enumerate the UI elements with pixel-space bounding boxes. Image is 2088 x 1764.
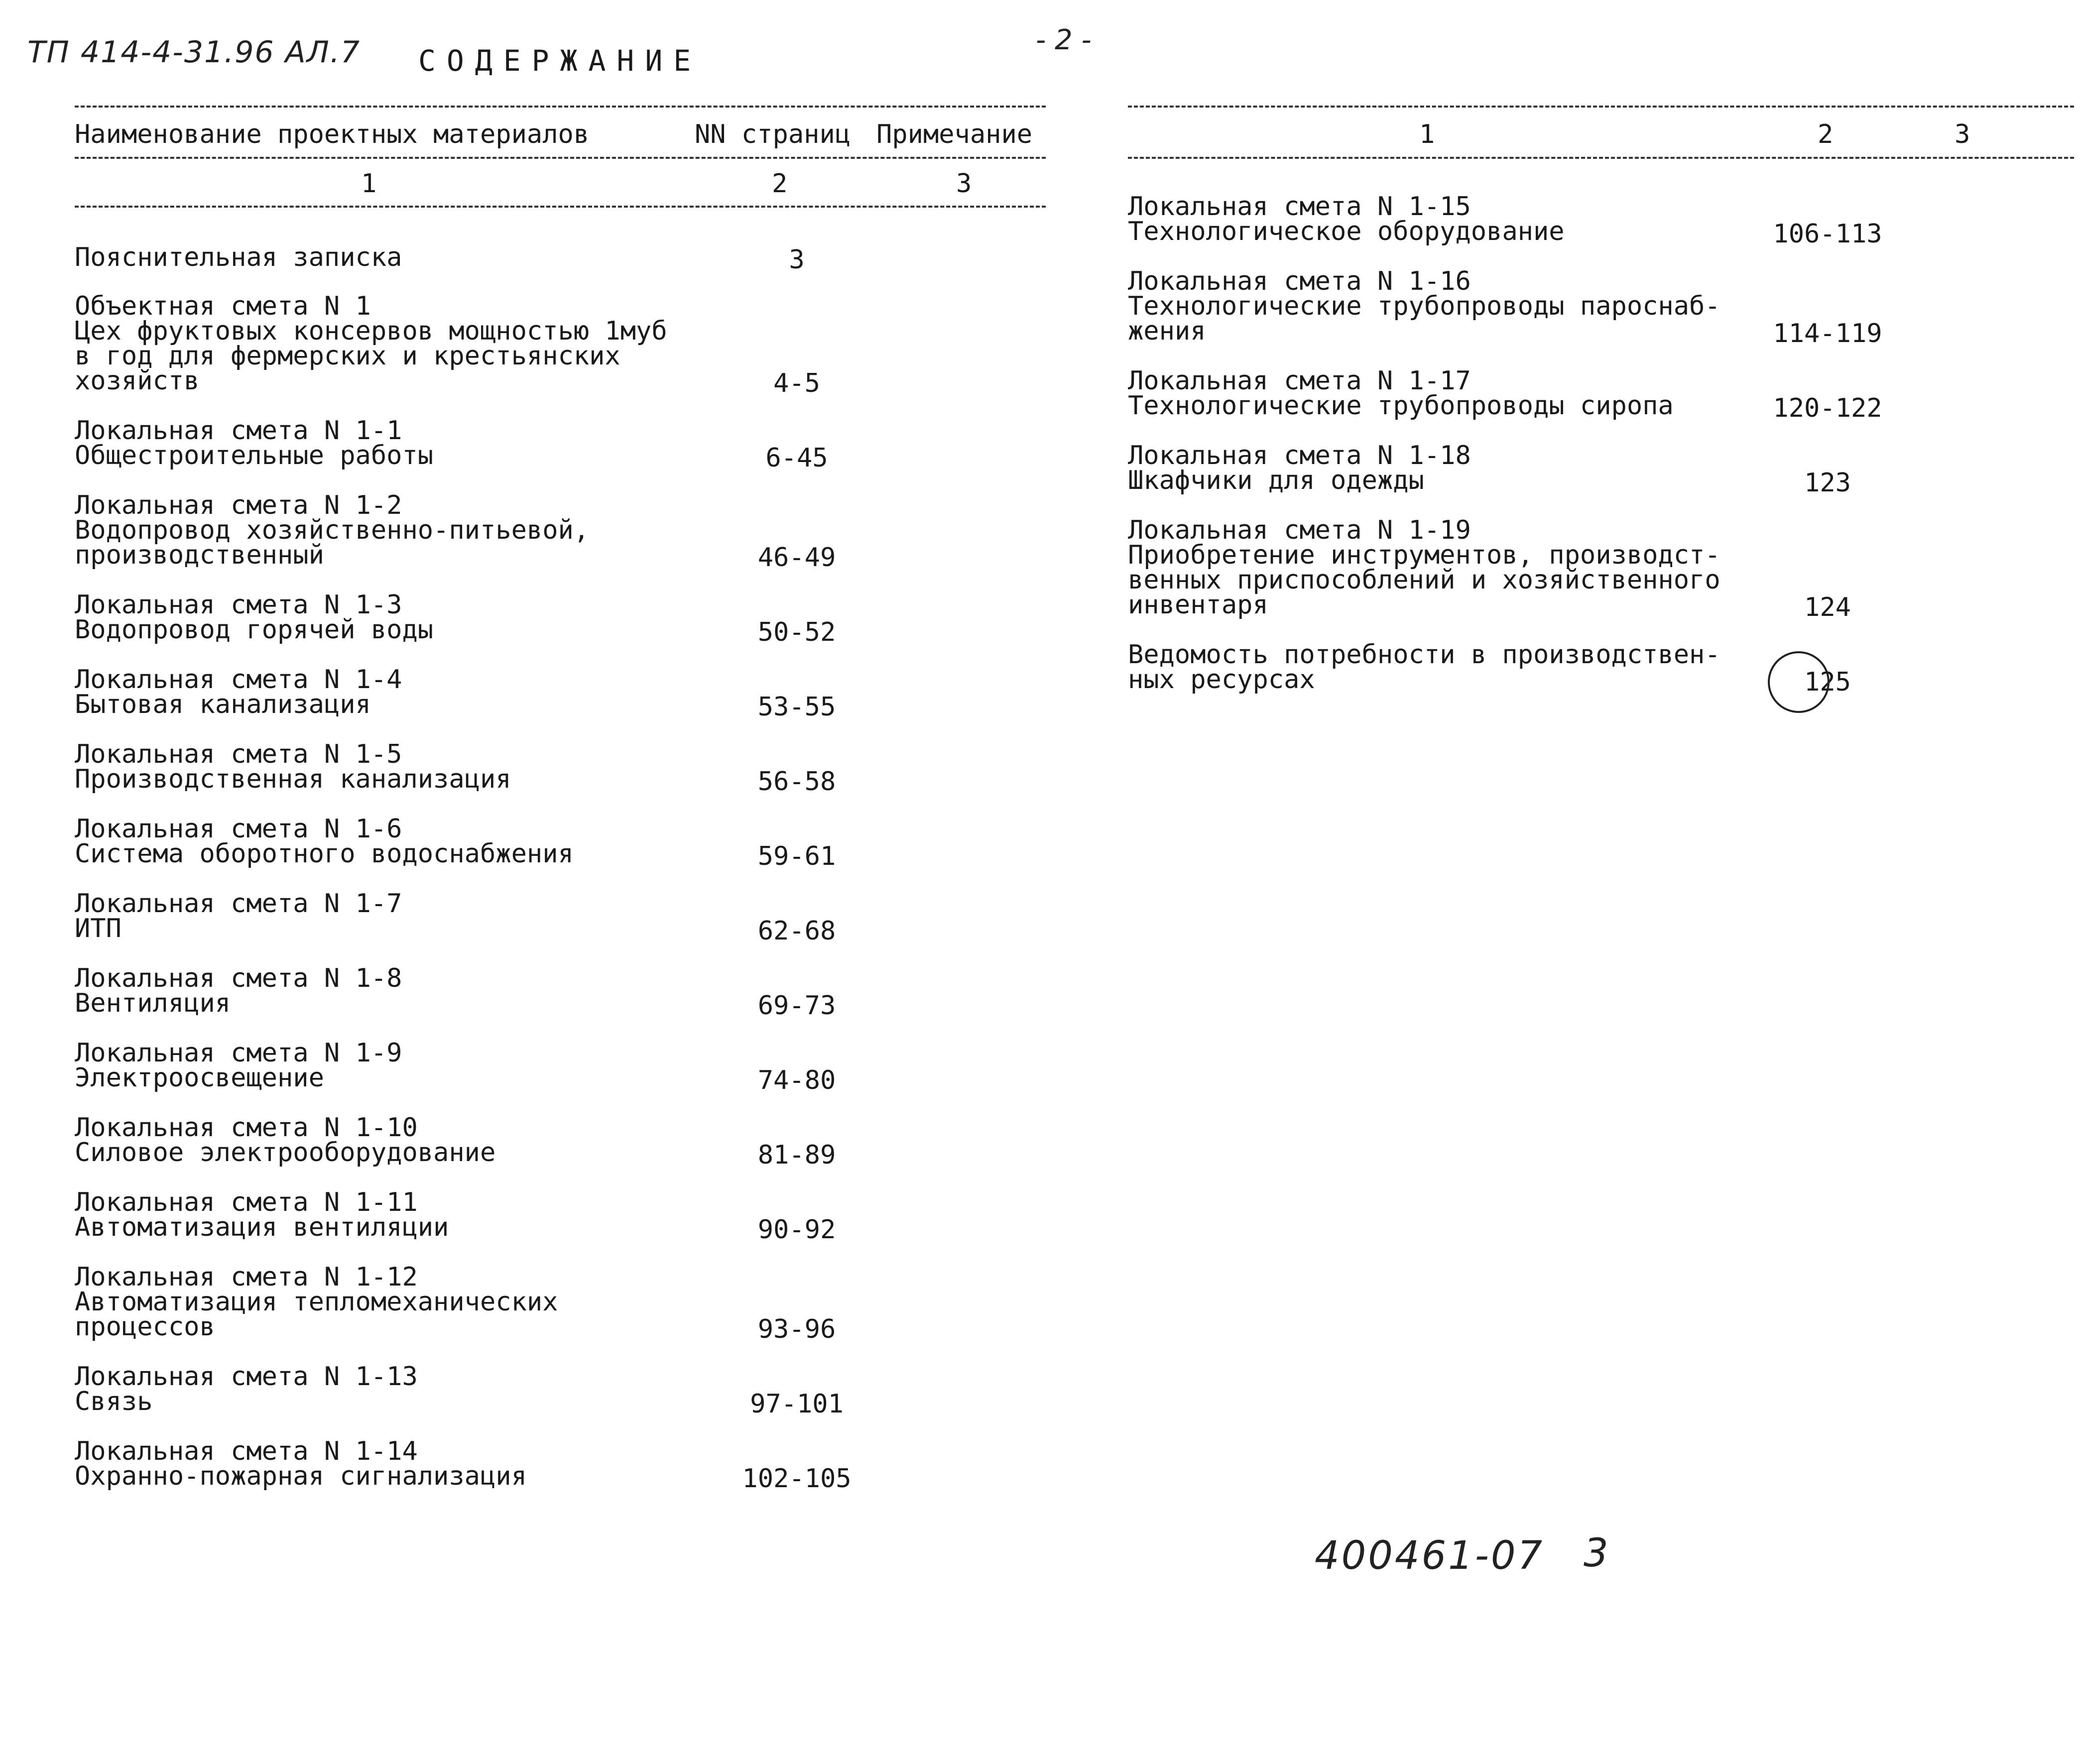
contents-entry: [1128, 194, 1565, 244]
entry-pages: 53-55: [757, 692, 836, 722]
entry-pages: 56-58: [757, 767, 836, 797]
entry-pages: 4-5: [773, 368, 820, 398]
column-number-2: 2: [772, 169, 788, 199]
entry-title: Локальная смета N 1-15: [1128, 192, 1471, 222]
entry-line: жения: [1128, 316, 1206, 346]
entry-pages: 6-45: [765, 443, 828, 473]
entry-line: Связь: [75, 1387, 153, 1416]
entry-title: Локальная смета N 1-17: [1128, 366, 1471, 396]
contents-entry: [1128, 515, 1720, 620]
entry-pages: 46-49: [757, 543, 836, 573]
header-rule-mid-left: [75, 157, 1046, 159]
contents-entry: [75, 242, 402, 272]
entry-line: Приобретение инструментов, производст-: [1128, 540, 1720, 570]
entry-line: в год для фермерских и крестьянских: [75, 341, 620, 371]
entry-line: Охранно-пожарная сигнализация: [75, 1461, 527, 1491]
entry-line: Водопровод горячей воды: [75, 615, 434, 645]
right-column-number-2: 2: [1818, 119, 1834, 149]
entry-pages: 59-61: [757, 841, 836, 871]
contents-entry: [75, 291, 667, 396]
contents-entry: [75, 490, 590, 570]
entry-line: Шкафчики для одежды: [1128, 466, 1424, 495]
entry-line: Технологические трубопроводы сиропа: [1128, 391, 1674, 421]
contents-entry: [75, 1436, 527, 1491]
entry-line: Система оборотного водоснабжения: [75, 839, 574, 869]
entry-title: Ведомость потребности в производствен-: [1128, 640, 1720, 670]
page-title: СОДЕРЖАНИЕ: [418, 44, 702, 78]
entry-line: процессов: [75, 1312, 215, 1342]
entry-line: Автоматизация вентиляции: [75, 1212, 449, 1242]
page-number: - 2 -: [1036, 24, 1092, 56]
contents-entry: [75, 1038, 402, 1093]
entry-title: Локальная смета N 1-11: [75, 1187, 418, 1217]
entry-title: Локальная смета N 1-13: [75, 1362, 418, 1392]
entry-title: Объектная смета N 1: [75, 291, 371, 321]
contents-entry: [75, 590, 434, 645]
entry-title: Локальная смета N 1-18: [1128, 441, 1471, 470]
contents-entry: [75, 418, 433, 468]
column-number-3: 3: [956, 169, 972, 199]
entry-pages: 102-105: [742, 1464, 852, 1494]
header-rule-bottom-right: [1128, 157, 2074, 159]
entry-title: Локальная смета N 1-3: [75, 590, 402, 620]
contents-entry: [1128, 266, 1720, 346]
entry-pages: 62-68: [757, 916, 836, 946]
column-header-notes: Примечание: [876, 119, 1033, 149]
entry-line: Технологические трубопроводы пароснаб-: [1128, 291, 1720, 321]
entry-line: Электроосвещение: [75, 1063, 324, 1093]
entry-pages: 90-92: [757, 1215, 836, 1245]
entry-title: Локальная смета N 1-6: [75, 814, 402, 844]
entry-pages: 124: [1804, 592, 1851, 622]
entry-pages: 114-119: [1773, 319, 1882, 349]
contents-entry: [75, 1262, 558, 1342]
entry-title: Пояснительная записка: [75, 242, 402, 272]
entry-line: Автоматизация тепломеханических: [75, 1287, 558, 1317]
entry-pages: 69-73: [757, 991, 836, 1021]
right-column-number-3: 3: [1955, 119, 1970, 149]
entry-line: ных ресурсах: [1128, 665, 1315, 695]
entry-line: Бытовая канализация: [75, 690, 371, 719]
entry-line: Силовое электрооборудование: [75, 1138, 496, 1168]
contents-entry: [75, 739, 511, 794]
entry-line: Производственная канализация: [75, 764, 511, 794]
entry-title: Локальная смета N 1-10: [75, 1113, 418, 1143]
entry-title: Локальная смета N 1-1: [75, 416, 402, 446]
header-rule-top-right: [1128, 106, 2074, 108]
header-rule-bottom-left: [75, 206, 1046, 208]
contents-entry: [75, 814, 574, 869]
entry-title: Локальная смета N 1-19: [1128, 515, 1471, 545]
contents-entry: [75, 667, 402, 717]
document-code: ТП 414-4-31.96 АЛ.7: [27, 35, 361, 70]
entry-title: Локальная смета N 1-8: [75, 963, 402, 993]
entry-line: Общестроительные работы: [75, 441, 434, 470]
entry-pages: 123: [1804, 468, 1851, 498]
entry-line: Вентиляция: [75, 988, 231, 1018]
entry-line: Технологическое оборудование: [1128, 217, 1565, 246]
inventory-sheet: 3: [1584, 1531, 1608, 1576]
entry-line: Цех фруктовых консервов мощностью 1муб: [75, 316, 667, 346]
column-number-1: 1: [361, 169, 377, 199]
contents-entry: [75, 1187, 449, 1242]
entry-title: Локальная смета N 1-7: [75, 889, 402, 919]
entry-line: венных приспособлений и хозяйственного: [1128, 565, 1720, 595]
entry-pages: 74-80: [757, 1065, 836, 1095]
inventory-number: 400461-07: [1315, 1533, 1545, 1578]
column-header-name: Наименование проектных материалов: [75, 119, 590, 149]
contents-entry: [75, 891, 402, 941]
entry-line: производственный: [75, 540, 324, 570]
entry-title: Локальная смета N 1-2: [75, 490, 402, 520]
contents-entry: [75, 1113, 496, 1168]
entry-pages: 106-113: [1773, 219, 1882, 249]
entry-pages: 120-122: [1773, 393, 1882, 423]
entry-title: Локальная смета N 1-14: [75, 1436, 418, 1466]
entry-title: Локальная смета N 1-4: [75, 665, 402, 695]
entry-title: Локальная смета N 1-12: [75, 1262, 418, 1292]
header-rule-top-left: [75, 106, 1046, 108]
entry-pages: 81-89: [757, 1140, 836, 1170]
page-circle-mark: [1768, 651, 1830, 713]
entry-title: Локальная смета N 1-5: [75, 739, 402, 769]
entry-pages: 93-96: [757, 1314, 836, 1344]
entry-title: Локальная смета N 1-9: [75, 1038, 402, 1068]
entry-title: Локальная смета N 1-16: [1128, 266, 1471, 296]
contents-entry: [1128, 640, 1720, 695]
entry-line: ИТП: [75, 914, 122, 943]
entry-pages: 3: [789, 245, 805, 275]
contents-entry: [75, 963, 402, 1018]
entry-line: Водопровод хозяйственно-питьевой,: [75, 515, 590, 545]
contents-entry: [75, 1364, 418, 1414]
entry-line: инвентаря: [1128, 590, 1268, 620]
contents-entry: [1128, 366, 1674, 421]
entry-line: хозяйств: [75, 366, 200, 396]
column-header-pages: NN страниц: [695, 119, 851, 149]
entry-pages: 125: [1804, 667, 1851, 697]
contents-entry: [1128, 443, 1471, 493]
entry-pages: 50-52: [757, 617, 836, 647]
entry-pages: 97-101: [750, 1389, 844, 1419]
right-column-number-1: 1: [1419, 119, 1435, 149]
